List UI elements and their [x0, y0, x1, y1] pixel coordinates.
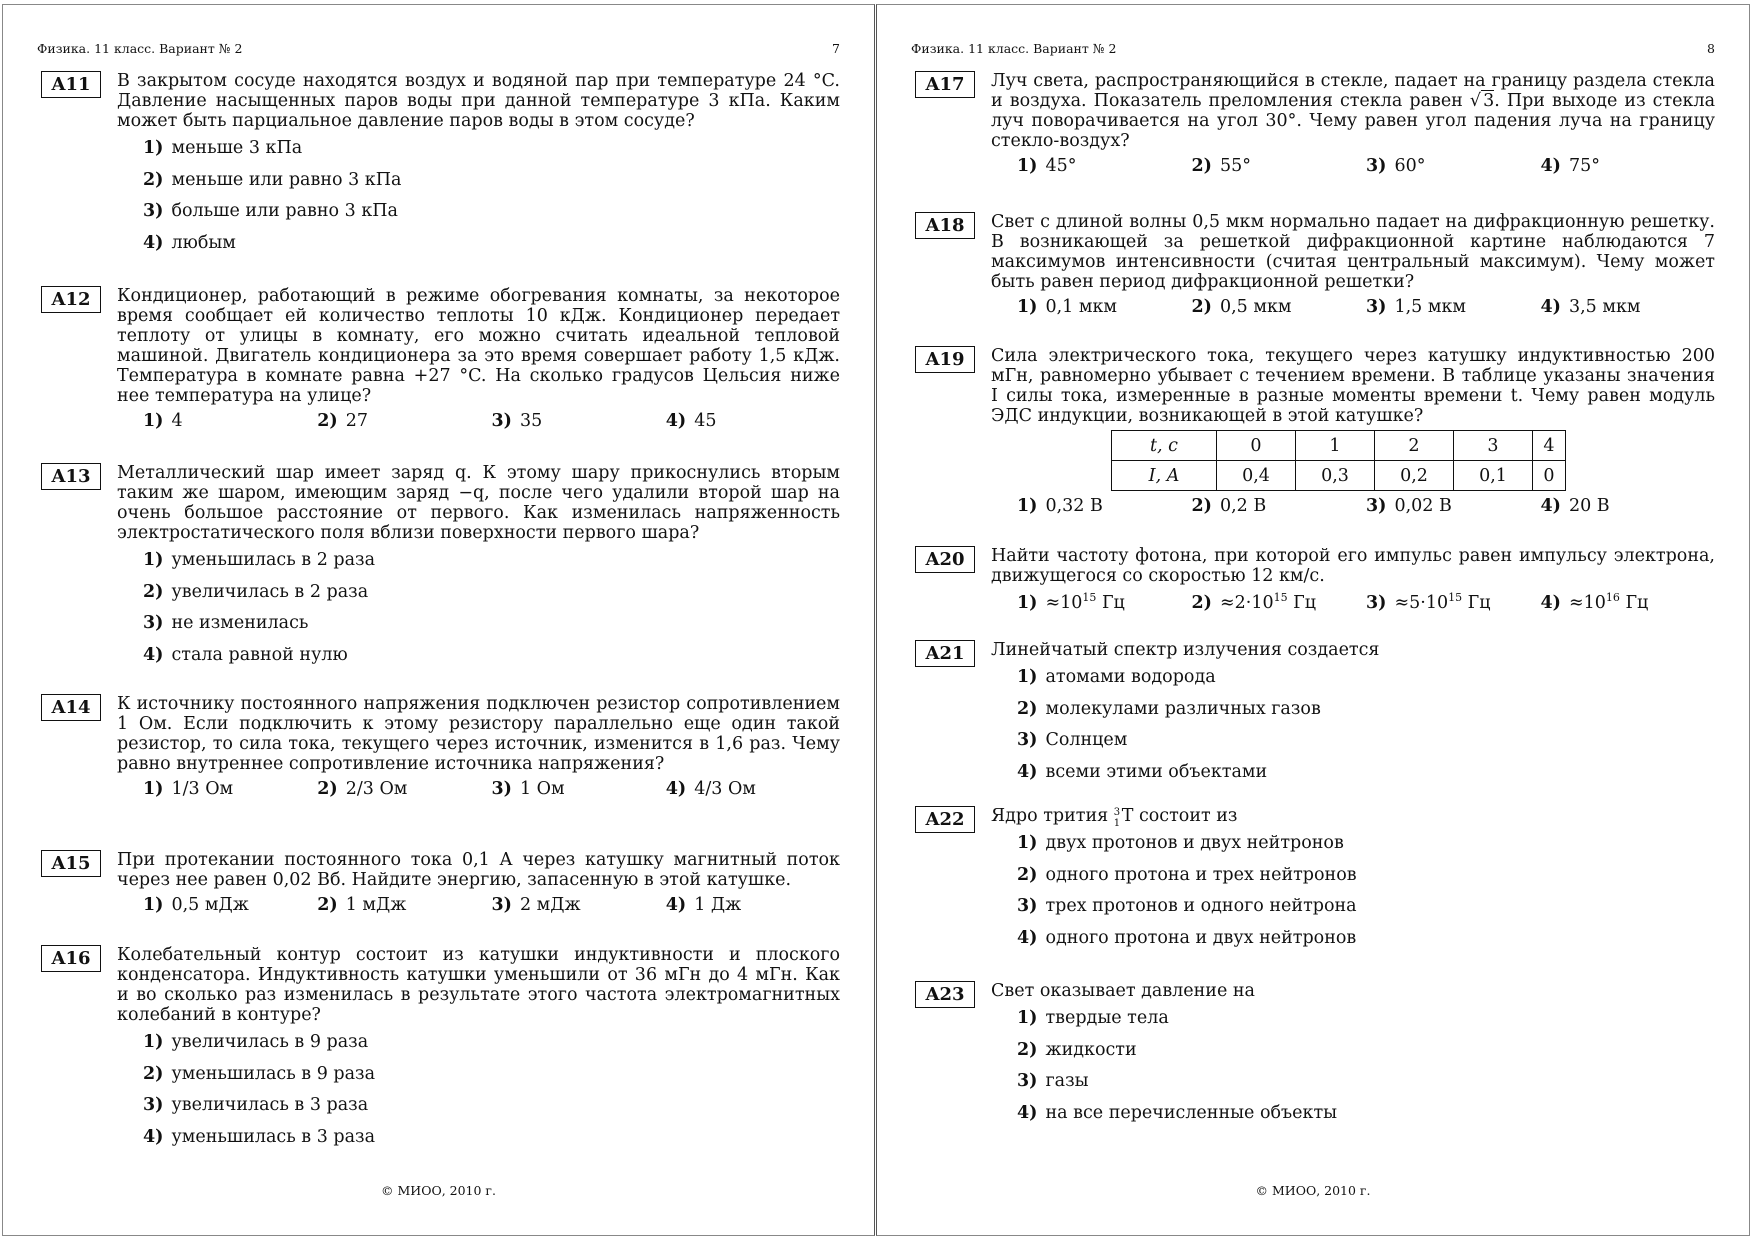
answer-option-2[interactable]: 2) 55° [1191, 156, 1251, 176]
table-cell: 0 [1533, 461, 1566, 491]
question-text: К источнику постоянного напряжения подключен резистор сопротивлением 1 Ом. Если подключить к этому резистору параллельно еще один такой резистор, то сила тока, текущего через источник, изменится в 1,6 раз. Чему равно внутреннее сопротивление источника напряжения? [117, 694, 840, 774]
table-header-cell: t, c [1112, 431, 1217, 461]
page-header-title: Физика. 11 класс. Вариант № 2 [911, 41, 1117, 56]
question-label: A13 [41, 463, 101, 490]
answer-option-4[interactable]: 4) 3,5 мкм [1540, 297, 1641, 317]
question-text: Сила электрического тока, текущего через катушку индуктивностью 200 мГн, равномерно убывает с течением времени. В таблице указаны значения I силы тока, измеренные в разные моменты времени t. Чему равен модуль ЭДС индукции, возникающей в этой катушке? [991, 346, 1715, 426]
question-text: Металлический шар имеет заряд q. К этому шару прикоснулись вторым таким же шаром, имеющим заряд −q, после чего удалили второй шар на очень большое расстояние от первого. Как изменилась напряженность электростатического поля вблизи поверхности первого шара? [117, 463, 840, 543]
table-cell: 0,2 [1375, 461, 1454, 491]
answer-options [143, 1031, 840, 1157]
question-a20 [915, 546, 1715, 613]
answer-option-3[interactable]: 3) 2 мДж [491, 895, 581, 915]
tritium-nuclide: 3 1 [1113, 807, 1121, 829]
answer-option-2[interactable]: 2) увеличилась в 2 раза [143, 581, 369, 602]
answer-option-2[interactable]: 2) 2/3 Ом [317, 779, 408, 799]
question-a15 [41, 850, 840, 915]
sqrt-symbol: √ [1469, 91, 1482, 111]
answer-option-1[interactable]: 1) атомами водорода [1017, 667, 1216, 687]
question-a21 [915, 640, 1715, 792]
table-cell: 0,1 [1454, 461, 1533, 491]
question-a12 [41, 286, 840, 431]
answer-option-2[interactable]: 2) меньше или равно 3 кПа [143, 169, 402, 190]
question-a13 [41, 463, 840, 675]
answer-option-1[interactable]: 1) 0,5 мДж [143, 895, 249, 915]
answer-option-2[interactable]: 2) молекулами различных газов [1017, 698, 1321, 719]
answer-option-3[interactable]: 3) 1,5 мкм [1366, 297, 1467, 317]
answer-option-1[interactable]: 1) 0,1 мкм [1017, 297, 1118, 317]
answer-option-4[interactable]: 4) на все перечисленные объекты [1017, 1102, 1338, 1123]
table-cell: 2 [1375, 431, 1454, 461]
page-footer: © МИОО, 2010 г. [1255, 1183, 1371, 1198]
answer-option-4[interactable]: 4) любым [143, 232, 236, 253]
answer-options [1017, 297, 1715, 317]
question-label: A18 [915, 212, 975, 239]
question-label: A22 [915, 806, 975, 833]
answer-option-1[interactable]: 1) увеличилась в 9 раза [143, 1032, 369, 1052]
answer-options [1017, 1007, 1715, 1133]
table-row [1112, 461, 1566, 491]
answer-options [1017, 496, 1715, 516]
answer-option-2[interactable]: 2) жидкости [1017, 1039, 1137, 1060]
page-footer: © МИОО, 2010 г. [381, 1183, 496, 1198]
table-row [1112, 431, 1566, 461]
question-label: A23 [915, 981, 975, 1008]
question-text: Кондиционер, работающий в режиме обогревания комнаты, за некоторое время сообщает ей количество теплоты 10 кДж. Кондиционер передает теплоту от улицы в комнату, его можно считать идеальной тепловой машиной. Двигатель кондиционера за это время совершает работу 1,5 кДж. Температура в комнате равна +27 °C. На сколько градусов Цельсия ниже нее температура на улице? [117, 286, 840, 406]
answer-option-4[interactable]: $4) \approx 10^{16}$ Гц [1540, 591, 1649, 613]
answer-options [143, 411, 840, 431]
answer-option-2[interactable]: 2) 0,5 мкм [1191, 297, 1292, 317]
table-cell: 1 [1296, 431, 1375, 461]
question-label: A12 [41, 286, 101, 313]
answer-options [143, 895, 840, 915]
answer-options [143, 779, 840, 799]
answer-option-3[interactable]: $3) \approx 5\cdot 10^{15}$ Гц [1366, 591, 1491, 613]
table-cell: 0 [1217, 431, 1296, 461]
page-number: 8 [1707, 41, 1715, 56]
answer-option-3[interactable]: 3) 60° [1366, 156, 1426, 176]
answer-option-3[interactable]: 3) газы [1017, 1071, 1089, 1091]
answer-option-1[interactable]: 1) 0,32 В [1017, 496, 1103, 516]
answer-options [143, 137, 840, 263]
question-a23 [915, 981, 1715, 1133]
page-7 [2, 4, 875, 1236]
question-a22 [915, 806, 1715, 958]
table-header-cell: I, A [1112, 461, 1217, 491]
answer-option-3[interactable]: 3) не изменилась [143, 613, 309, 633]
answer-options [143, 549, 840, 675]
question-a11 [41, 71, 840, 263]
answer-option-3[interactable]: 3) трех протонов и одного нейтрона [1017, 896, 1357, 916]
answer-option-4[interactable]: 4) всеми этими объектами [1017, 761, 1268, 782]
question-a18 [915, 212, 1715, 317]
answer-option-1[interactable]: 1) твердые тела [1017, 1008, 1169, 1028]
question-text: Ядро трития 3 1 T состоит из [991, 806, 1238, 829]
answer-option-4[interactable]: 4) стала равной нулю [143, 644, 348, 665]
question-text: Свет с длиной волны 0,5 мкм нормально падает на дифракционную решетку. В возникающей за решеткой дифракционной картине наблюдаются 7 максимумов интенсивности (считая центральный максимум). Чему может быть равен период дифракционной решетки? [991, 212, 1715, 292]
answer-options [1017, 156, 1715, 176]
question-label: A21 [915, 640, 975, 667]
answer-option-3[interactable]: 3) 35 [491, 411, 543, 431]
answer-option-3[interactable]: 3) 0,02 В [1366, 496, 1452, 516]
answer-options [1017, 591, 1715, 613]
answer-option-4[interactable]: 4) 45 [665, 411, 717, 431]
question-label: A20 [915, 546, 975, 573]
question-text: Луч света, распространяющийся в стекле, падает на границу раздела стекла и воздуха. Показатель преломления стекла равен √ 3. При выходе из стекла луч поворачивается на угол 30°. Чему равен угол падения луча на границу стекло-воздух? [991, 71, 1715, 151]
table-cell: 4 [1533, 431, 1566, 461]
answer-options [1017, 666, 1715, 792]
answer-options [1017, 832, 1715, 958]
table-cell: 0,4 [1217, 461, 1296, 491]
answer-option-2[interactable]: 2) одного протона и трех нейтронов [1017, 864, 1357, 885]
table-cell: 3 [1454, 431, 1533, 461]
question-a17 [915, 71, 1715, 176]
answer-option-4[interactable]: 4) 4/3 Ом [665, 779, 756, 799]
answer-option-2[interactable]: $2) \approx 2\cdot 10^{15}$ Гц [1191, 591, 1317, 613]
answer-option-2[interactable]: 2) 0,2 В [1191, 496, 1267, 516]
answer-option-1[interactable]: 1) 45° [1017, 156, 1077, 176]
question-label: A17 [915, 71, 975, 98]
question-a14 [41, 694, 840, 799]
answer-option-1[interactable]: $1) \approx 10^{15}$ Гц [1017, 591, 1125, 613]
page-number: 7 [832, 41, 840, 56]
answer-option-4[interactable]: 4) одного протона и двух нейтронов [1017, 927, 1357, 948]
page-8 [876, 4, 1750, 1236]
question-a19 [915, 346, 1715, 516]
question-text: В закрытом сосуде находятся воздух и водяной пар при температуре 24 °C. Давление насыщенных паров воды при данной температуре 3 кПа. Каким может быть парциальное давление паров воды в этом сосуде? [117, 71, 840, 131]
answer-option-3[interactable]: 3) Солнцем [1017, 730, 1128, 750]
answer-option-4[interactable]: 4) 75° [1540, 156, 1600, 176]
answer-option-3[interactable]: 3) 1 Ом [491, 779, 565, 799]
question-label: A11 [41, 71, 101, 98]
answer-option-4[interactable]: 4) уменьшилась в 3 раза [143, 1126, 376, 1147]
table-cell: 0,3 [1296, 461, 1375, 491]
question-text: Найти частоту фотона, при которой его импульс равен импульсу электрона, движущегося со скоростью 12 км/с. [991, 546, 1715, 586]
question-text: Колебательный контур состоит из катушки индуктивности и плоского конденсатора. Индуктивность катушки уменьшили от 36 мГн до 4 мГн. Как и во сколько раз изменилась в результате этого частота электромагнитных колебаний в контуре? [117, 945, 840, 1025]
answer-option-3[interactable]: 3) больше или равно 3 кПа [143, 201, 398, 221]
answer-option-1[interactable]: 1) меньше 3 кПа [143, 138, 303, 158]
question-text: Линейчатый спектр излучения создается [991, 640, 1380, 660]
question-label: A14 [41, 694, 101, 721]
answer-option-1[interactable]: 1) 4 [143, 411, 183, 431]
question-text: При протекании постоянного тока 0,1 А через катушку магнитный поток через нее равен 0,02 Вб. Найдите энергию, запасенную в этой катушке. [117, 850, 840, 890]
answer-option-1[interactable]: 1) 1/3 Ом [143, 779, 234, 799]
answer-option-2[interactable]: 2) уменьшилась в 9 раза [143, 1063, 376, 1084]
answer-option-3[interactable]: 3) увеличилась в 3 раза [143, 1095, 369, 1115]
question-label: A15 [41, 850, 101, 877]
current-time-table [1111, 430, 1566, 491]
answer-option-4[interactable]: 4) 20 В [1540, 496, 1610, 516]
answer-option-2[interactable]: 2) 1 мДж [317, 895, 407, 915]
answer-option-1[interactable]: 1) уменьшилась в 2 раза [143, 550, 376, 570]
question-text: Свет оказывает давление на [991, 981, 1255, 1001]
question-label: A16 [41, 945, 101, 972]
answer-option-4[interactable]: 4) 1 Дж [665, 895, 742, 915]
question-label: A19 [915, 346, 975, 373]
page-header-title: Физика. 11 класс. Вариант № 2 [37, 41, 243, 56]
answer-option-2[interactable]: 2) 27 [317, 411, 368, 431]
answer-option-1[interactable]: 1) двух протонов и двух нейтронов [1017, 833, 1344, 853]
question-a16 [41, 945, 840, 1157]
